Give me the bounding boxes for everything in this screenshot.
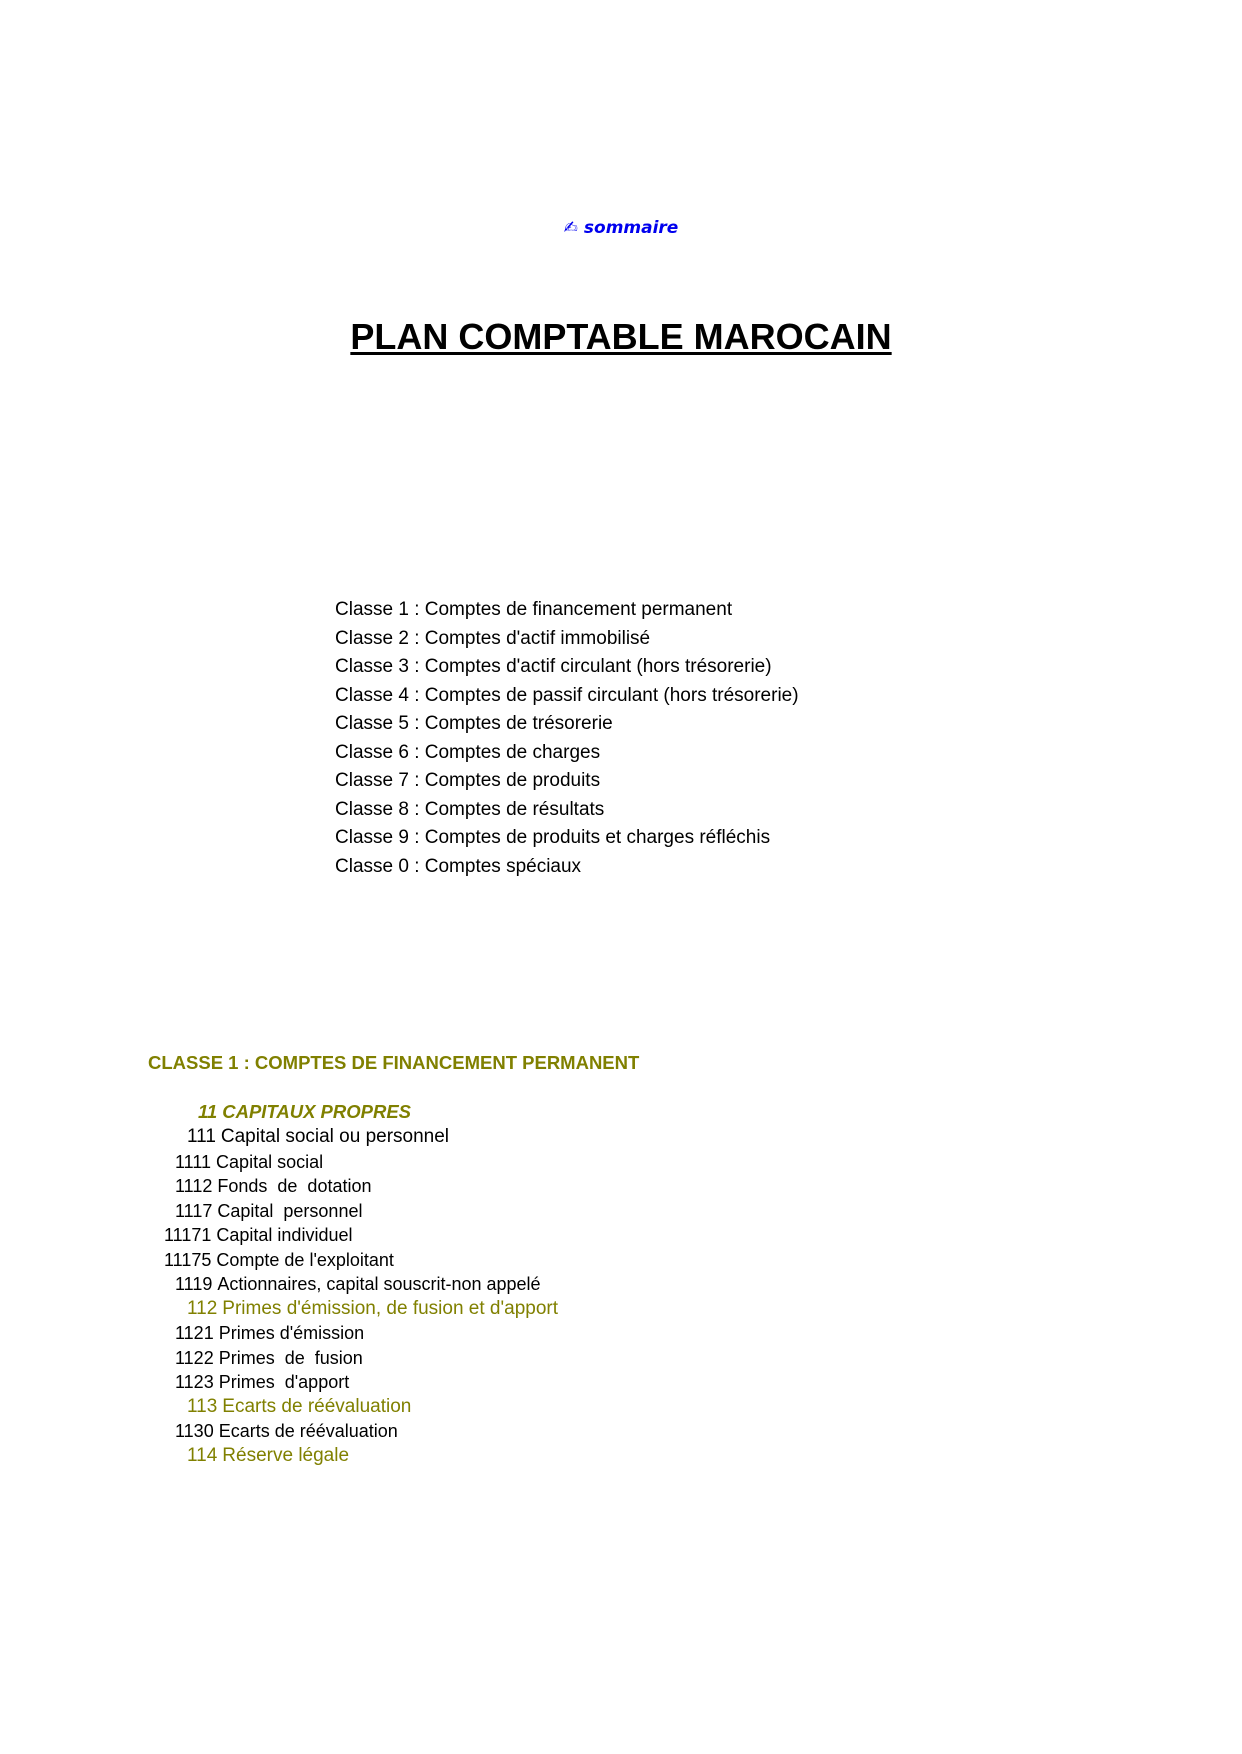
account-code: 11175 — [164, 1249, 212, 1270]
account-code: 1121 — [175, 1323, 214, 1343]
account-row — [0, 1125, 1242, 1150]
account-label: Primes d'émission, de fusion et d'apport — [222, 1297, 558, 1319]
summary-item: Classe 3 : Comptes d'actif circulant (hors trésorerie) — [335, 656, 772, 677]
account-row — [0, 1150, 1242, 1175]
summary-item: Classe 4 : Comptes de passif circulant (hors trésorerie) — [335, 684, 799, 706]
account-code: 112 — [187, 1297, 218, 1319]
account-code: 1117 — [175, 1200, 213, 1221]
account-code: 1112 — [175, 1176, 213, 1196]
document-title: PLAN COMPTABLE MAROCAIN — [350, 316, 892, 357]
account-code: 1130 — [175, 1421, 214, 1441]
account-label: Primes d'apport — [218, 1372, 350, 1392]
account-row — [0, 1346, 1242, 1371]
account-row — [0, 1395, 1242, 1420]
account-code: 1111 — [175, 1151, 212, 1172]
account-label: Réserve légale — [222, 1444, 350, 1466]
summary-item: Classe 0 : Comptes spéciaux — [335, 855, 582, 877]
account-code: 11171 — [164, 1225, 212, 1245]
account-code: 1119 — [175, 1274, 213, 1294]
account-code: 113 — [187, 1395, 218, 1417]
account-code: 1122 — [175, 1347, 214, 1368]
account-code: 1123 — [175, 1372, 214, 1392]
account-row — [0, 1223, 1242, 1248]
account-row — [0, 1272, 1242, 1297]
summary-item: Classe 1 : Comptes de financement permanent — [335, 599, 733, 620]
class-1-accounts — [0, 1098, 1242, 1468]
account-label: Ecarts de réévaluation — [218, 1421, 398, 1441]
account-row — [0, 1370, 1242, 1395]
account-label: Capital social — [216, 1151, 324, 1172]
account-row — [0, 1248, 1242, 1273]
account-code: 114 — [187, 1444, 218, 1466]
account-label: Ecarts de réévaluation — [222, 1395, 412, 1417]
account-code: 11 — [198, 1101, 218, 1122]
account-label: Compte de l'exploitant — [216, 1249, 394, 1270]
account-code: 111 — [187, 1126, 216, 1147]
summary-item: Classe 2 : Comptes d'actif immobilisé — [335, 627, 651, 649]
account-label: Capital personnel — [217, 1200, 363, 1221]
account-row — [0, 1297, 1242, 1322]
sommaire-link[interactable] — [0, 218, 1242, 238]
pen-icon: ✍ — [563, 218, 578, 238]
summary-item: Classe 5 : Comptes de trésorerie — [335, 713, 613, 734]
summary-item: Classe 6 : Comptes de charges — [335, 741, 601, 763]
class-summary-list — [335, 596, 799, 881]
account-label: Capital social ou personnel — [220, 1126, 450, 1147]
account-label: Primes de fusion — [218, 1347, 363, 1368]
summary-item: Classe 9 : Comptes de produits et charges réfléchis — [335, 827, 771, 848]
summary-item: Classe 7 : Comptes de produits — [335, 770, 601, 791]
account-label: CAPITAUX PROPRES — [222, 1101, 412, 1122]
account-label: Fonds de dotation — [217, 1176, 372, 1196]
account-group — [0, 1098, 1242, 1125]
summary-item: Classe 8 : Comptes de résultats — [335, 798, 605, 820]
class-1-heading: CLASSE 1 : COMPTES DE FINANCEMENT PERMANENT — [148, 1052, 640, 1073]
account-row — [0, 1419, 1242, 1444]
account-row — [0, 1444, 1242, 1469]
sommaire-label: sommaire — [583, 218, 679, 238]
account-label: Actionnaires, capital souscrit-non appelé — [217, 1274, 541, 1294]
account-label: Capital individuel — [216, 1225, 353, 1245]
account-row — [0, 1321, 1242, 1346]
account-label: Primes d'émission — [218, 1323, 365, 1343]
account-row — [0, 1199, 1242, 1224]
account-row — [0, 1174, 1242, 1199]
